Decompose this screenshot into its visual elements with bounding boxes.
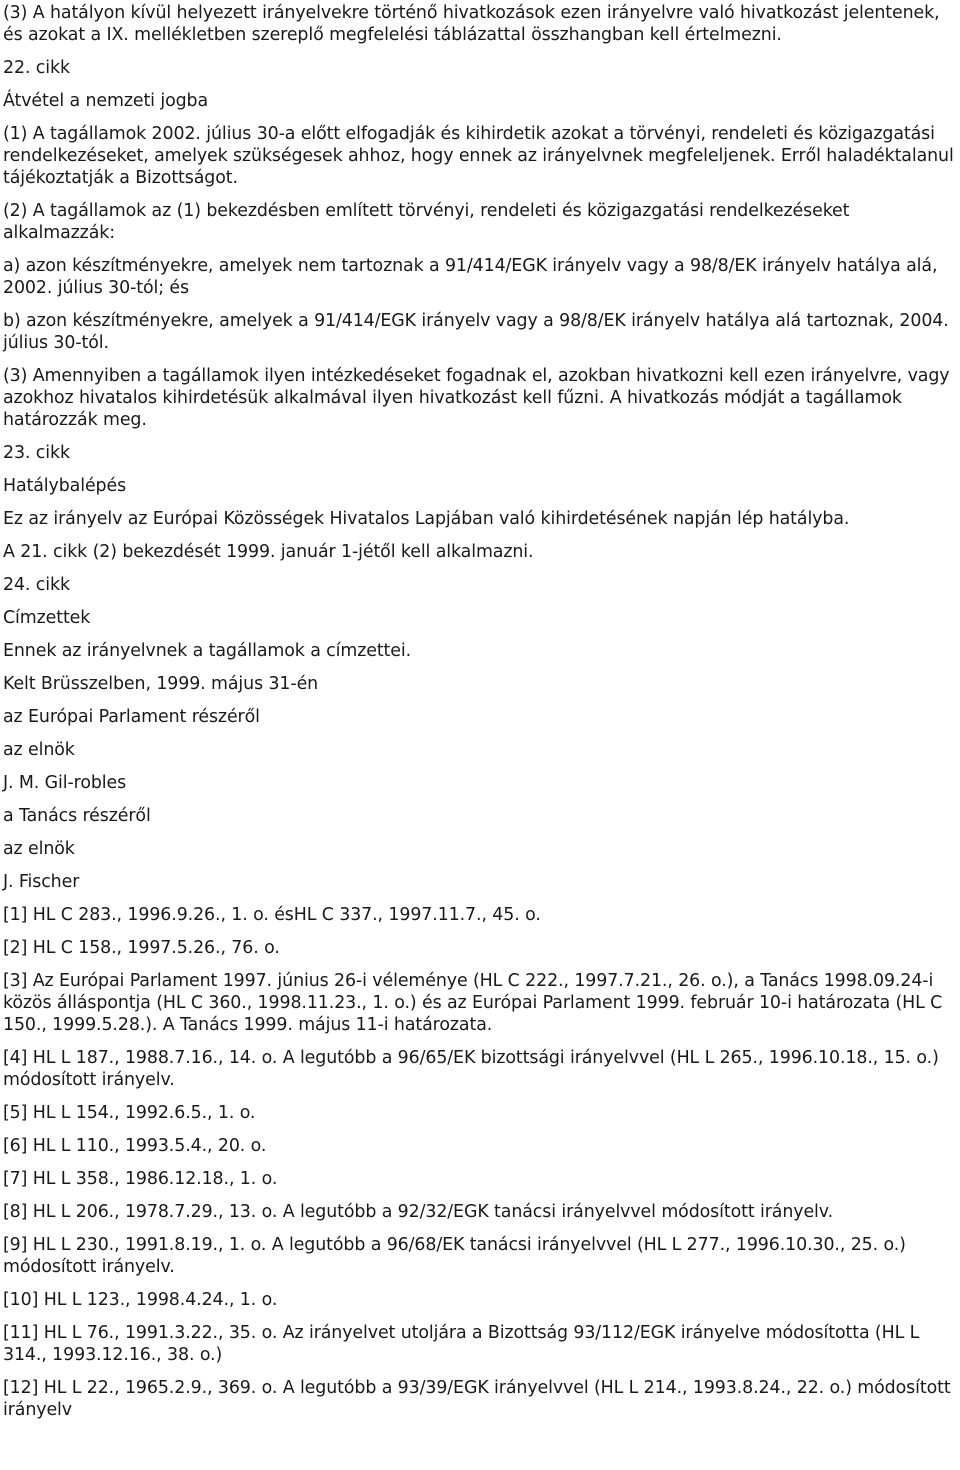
signature-parliament-name: J. M. Gil-robles [3,773,127,793]
footnote-11: [11] HL L 76., 1991.3.22., 35. o. Az irányelvet utoljára a Bizottság 93/112/EGK irányelve módosította (HL L 314., 1993.12.16., 38. o.) [3,1323,920,1365]
footnote-9: [9] HL L 230., 1991.8.19., 1. o. A legutóbb a 96/68/EK tanácsi irányelvvel (HL L 277., 1996.10.30., 25. o.) módosított irányelv. [3,1235,906,1277]
footnote-10: [10] HL L 123., 1998.4.24., 1. o. [3,1290,278,1310]
paragraph-repeal-references: (3) A hatályon kívül helyezett irányelvekre történő hivatkozások ezen irányelvre való hivatkozást jelentenek, és azokat a IX. mellékletben szereplő megfelelési táblázattal összhangban kell értelmezni. [3,3,940,45]
article-23-heading: 23. cikk [3,443,70,463]
paragraph-application-date: A 21. cikk (2) bekezdését 1999. január 1-jétől kell alkalmazni. [3,542,534,562]
article-24-heading: 24. cikk [3,575,70,595]
footnote-7: [7] HL L 358., 1986.12.18., 1. o. [3,1169,278,1189]
signature-council-role: az elnök [3,839,75,859]
footnote-1: [1] HL C 283., 1996.9.26., 1. o. ésHL C 337., 1997.11.7., 45. o. [3,905,541,925]
article-24-title: Címzettek [3,608,91,628]
footnote-12: [12] HL L 22., 1965.2.9., 369. o. A legutóbb a 93/39/EGK irányelvvel (HL L 214., 1993.8.24., 22. o.) módosított irányelv [3,1378,951,1420]
paragraph-transposition-2: (2) A tagállamok az (1) bekezdésben említett törvényi, rendeleti és közigazgatási rendelkezéseket alkalmazzák: [3,201,850,243]
footnote-2: [2] HL C 158., 1997.5.26., 76. o. [3,938,280,958]
footnote-8: [8] HL L 206., 1978.7.29., 13. o. A legutóbb a 92/32/EGK tanácsi irányelvvel módosított irányelv. [3,1202,834,1222]
footnote-3: [3] Az Európai Parlament 1997. június 26-i véleménye (HL C 222., 1997.7.21., 26. o.), a Tanács 1998.09.24-i közös álláspontja (HL C 360., 1998.11.23., 1. o.) és az Európai Parlament 1999. február 10-i határozata (HL C 150., 1999.5.28.). A Tanács 1999. május 11-i határozata. [3,971,943,1035]
paragraph-addressees: Ennek az irányelvnek a tagállamok a címzettei. [3,641,412,661]
article-22-title: Átvétel a nemzeti jogba [3,91,209,111]
article-22-heading: 22. cikk [3,58,70,78]
paragraph-transposition-3: (3) Amennyiben a tagállamok ilyen intézkedéseket fogadnak el, azokban hivatkozni kell ezen irányelvre, vagy azokhoz hivatalos kihirdetésük alkalmával ilyen hivatkozást kell fűzni. A hivatkozás módját a tagállamok határozzák meg. [3,366,950,430]
paragraph-point-b: b) azon készítményekre, amelyek a 91/414/EGK irányelv vagy a 98/8/EK irányelv hatálya alá tartoznak, 2004. július 30-tól. [3,311,949,353]
footnote-4: [4] HL L 187., 1988.7.16., 14. o. A legutóbb a 96/65/EK bizottsági irányelvvel (HL L 265., 1996.10.18., 15. o.) módosított irányelv. [3,1048,939,1090]
paragraph-point-a: a) azon készítményekre, amelyek nem tartoznak a 91/414/EGK irányelv vagy a 98/8/EK irányelv hatálya alá, 2002. július 30-tól; és [3,256,938,298]
signature-place-date: Kelt Brüsszelben, 1999. május 31-én [3,674,319,694]
footnote-5: [5] HL L 154., 1992.6.5., 1. o. [3,1103,256,1123]
footnote-6: [6] HL L 110., 1993.5.4., 20. o. [3,1136,267,1156]
signature-council-name: J. Fischer [3,872,80,892]
article-23-title: Hatálybalépés [3,476,127,496]
signature-council-label: a Tanács részéről [3,806,151,826]
signature-parliament-label: az Európai Parlament részéről [3,707,260,727]
signature-parliament-role: az elnök [3,740,75,760]
paragraph-entry-into-force: Ez az irányelv az Európai Közösségek Hivatalos Lapjában való kihirdetésének napján lép hatályba. [3,509,850,529]
paragraph-transposition-1: (1) A tagállamok 2002. július 30-a előtt elfogadják és kihirdetik azokat a törvényi, rendeleti és közigazgatási rendelkezéseket, amelyek szükségesek ahhoz, hogy ennek az irányelvnek megfeleljenek. Erről haladéktalanul tájékoztatják a Bizottságot. [3,124,954,188]
